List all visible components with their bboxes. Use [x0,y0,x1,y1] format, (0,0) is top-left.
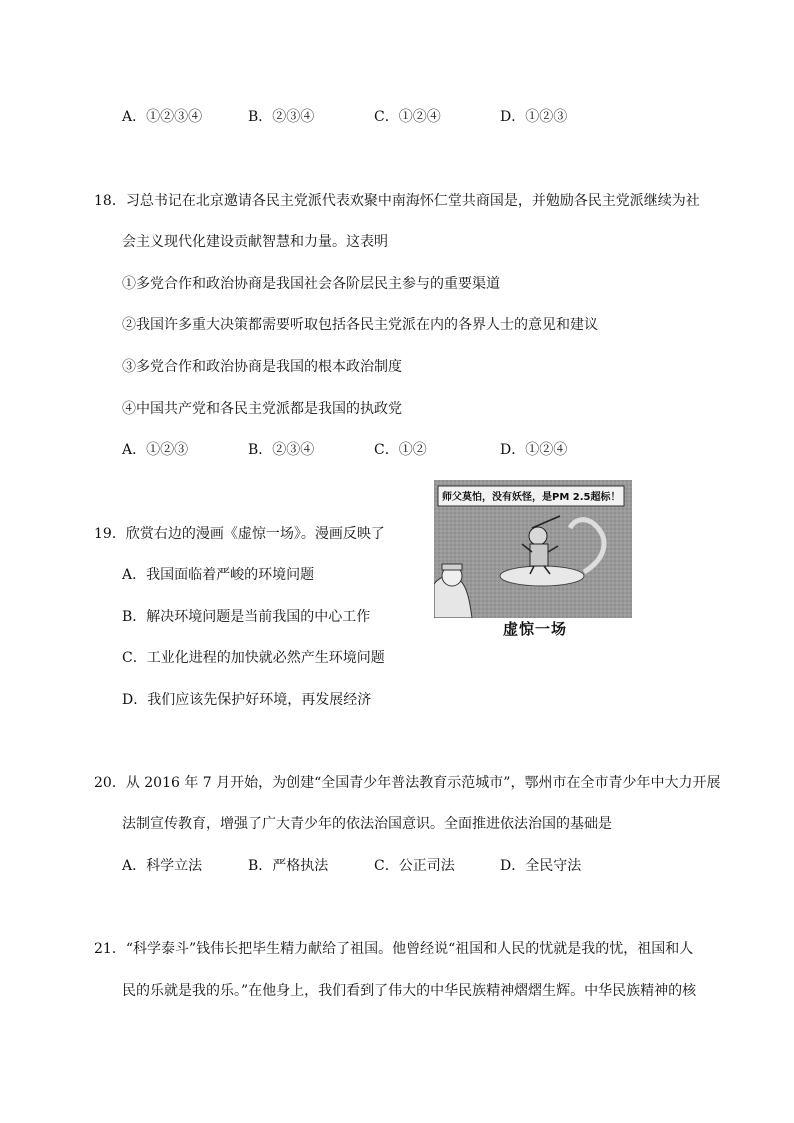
q18-statement-4: ④中国共产党和各民主党派都是我国的执政党 [122,401,402,417]
cloud-shape [500,566,584,586]
q19-option-b: B．解决环境问题是当前我国的中心工作 [122,609,371,625]
q19-option-a: A．我国面临着严峻的环境问题 [122,567,315,583]
monk-hat [442,564,462,570]
monkey-body [530,544,548,566]
q19-stem: 19．欣赏右边的漫画《虚惊一场》。漫画反映了 [94,526,385,542]
q18-stem-line2: 会主义现代化建设贡献智慧和力量。这表明 [122,234,388,250]
q18-option-c: C．①② [374,442,427,458]
q21-stem-line2: 民的乐就是我的乐。”在他身上，我们看到了伟大的中华民族精神熠熠生辉。中华民族精神的核 [122,983,697,999]
q20-stem-line1: 20．从 2016 年 7 月开始，为创建“全国青少年普法教育示范城市”，鄂州市在全市青少年中大力开展 [94,775,721,791]
q20-stem-line2: 法制宣传教育，增强了广大青少年的依法治国意识。全面推进依法治国的基础是 [122,816,612,832]
q20-option-b: B．严格执法 [248,858,329,874]
q20-option-a: A．科学立法 [122,858,203,874]
q21-stem-line1: 21．“科学泰斗”钱伟长把毕生精力献给了祖国。他曾经说“祖国和人民的忧就是我的忧，祖国和人 [94,941,694,957]
q17-option-c: C．①②④ [374,109,441,125]
q17-option-b: B．②③④ [248,109,315,125]
q18-stem-line1: 18．习总书记在北京邀请各民主党派代表欢聚中南海怀仁堂共商国是，并勉励各民主党派继续为社 [94,193,700,209]
q18-statement-2: ②我国许多重大决策都需要听取包括各民主党派在内的各界人士的意见和建议 [122,317,598,333]
q17-option-a: A．①②③④ [122,109,203,125]
q20-option-d: D．全民守法 [500,858,582,874]
q18-statement-1: ①多党合作和政治协商是我国社会各阶层民主参与的重要渠道 [122,276,500,292]
q20-option-c: C．公正司法 [374,858,455,874]
q17-option-d: D．①②③ [500,109,568,125]
speech-text: 师父莫怕，没有妖怪，是PM 2.5超标！ [442,492,621,503]
q18-option-d: D．①②④ [500,442,568,458]
q18-statement-3: ③多党合作和政治协商是我国的根本政治制度 [122,359,402,375]
q19-option-c: C．工业化进程的加快就必然产生环境问题 [122,650,385,666]
q18-option-a: A．①②③ [122,442,189,458]
q18-option-b: B．②③④ [248,442,315,458]
monkey-head [529,527,547,545]
cartoon-caption: 虚惊一场 [503,620,568,638]
cartoon-image [434,480,632,618]
q19-option-d: D．我们应该先保护好环境，再发展经济 [122,692,372,708]
